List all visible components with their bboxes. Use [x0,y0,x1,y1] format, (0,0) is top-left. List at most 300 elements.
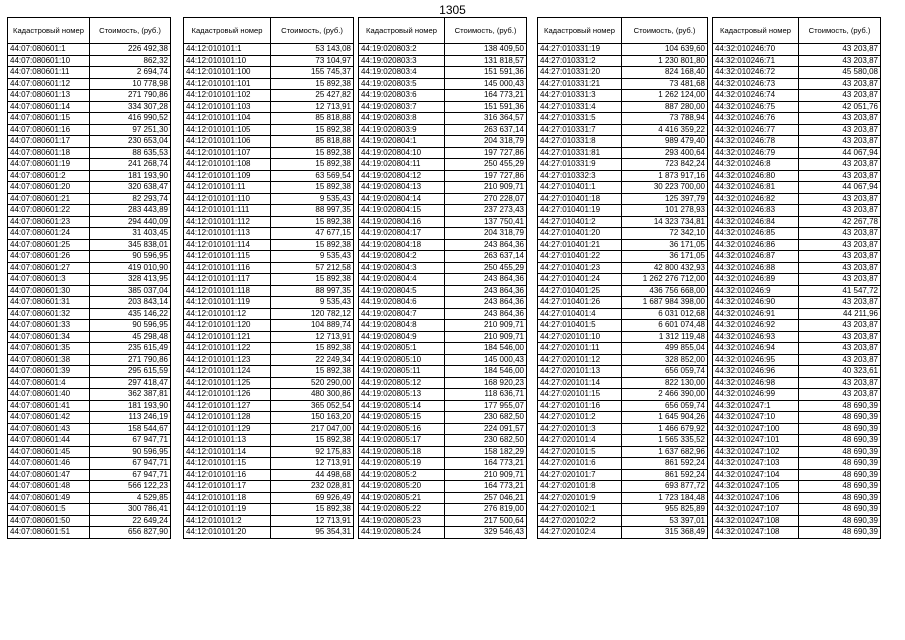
cadastral-number-cell: 44:07:080601:38 [8,354,90,366]
cadastral-number-cell: 44:12:010101:14 [184,446,271,458]
table-row [184,170,354,182]
value-cell: 43 203,87 [799,331,881,343]
cadastral-number-cell: 44:12:010101:119 [184,297,271,309]
value-cell: 125 397,79 [622,193,708,205]
value-cell: 276 819,00 [445,504,527,516]
value-cell: 42 800 432,93 [622,262,708,274]
cadastral-number-cell: 44:32:010247:108 [713,515,799,527]
cadastral-number-cell: 44:07:080601:5 [8,504,90,516]
cadastral-number-cell: 44:32:010246:71 [713,55,799,67]
value-cell: 2 694,74 [90,67,171,79]
table-row [184,377,354,389]
cadastral-number-cell: 44:07:080601:17 [8,136,90,148]
value-cell: 416 990,52 [90,113,171,125]
table-row [8,101,171,113]
table-row [184,481,354,493]
table-row [713,147,881,159]
value-cell: 164 773,21 [445,90,527,102]
table-row [184,320,354,332]
value-cell: 203 843,14 [90,297,171,309]
cadastral-number-cell: 44:07:080601:21 [8,193,90,205]
table-row [359,159,527,171]
table-row [713,492,881,504]
table-row [8,159,171,171]
value-cell: 48 690,39 [799,435,881,447]
table-row [538,515,708,527]
value-cell: 328 413,95 [90,274,171,286]
table-row [8,55,171,67]
cadastral-number-cell: 44:12:010101:107 [184,147,271,159]
cadastral-number-cell: 44:27:020101:5 [538,446,622,458]
cadastral-number-cell: 44:27:020102:4 [538,527,622,539]
value-cell: 345 838,01 [90,239,171,251]
cadastral-number-cell: 44:12:010101:120 [184,320,271,332]
value-cell: 63 569,54 [271,170,354,182]
cadastral-number-cell: 44:32:010246:81 [713,182,799,194]
table-row [359,423,527,435]
table-row [359,320,527,332]
value-cell: 243 864,36 [445,285,527,297]
value-cell: 824 168,40 [622,67,708,79]
value-cell: 151 591,36 [445,101,527,113]
table-row [359,435,527,447]
table-row [538,481,708,493]
cadastral-number-cell: 44:12:010101:126 [184,389,271,401]
table-row [538,308,708,320]
table-row [713,331,881,343]
cadastral-table-5 [712,17,881,539]
table-row [538,320,708,332]
value-cell: 12 713,91 [271,458,354,470]
cadastral-number-cell: 44:07:080601:27 [8,262,90,274]
table-row [8,285,171,297]
cadastral-number-cell: 44:32:010246:86 [713,239,799,251]
table-row [713,216,881,228]
value-cell: 243 864,36 [445,239,527,251]
table-row [359,205,527,217]
cadastral-number-cell: 44:27:010331:3 [538,90,622,102]
cadastral-number-cell: 44:32:010247:1 [713,400,799,412]
table-row [359,377,527,389]
cadastral-number-cell: 44:27:010401:4 [538,308,622,320]
value-cell: 43 203,87 [799,262,881,274]
table-row [713,205,881,217]
header-cadastral-number: Кадастровый номер [184,18,271,44]
value-cell: 48 690,39 [799,515,881,527]
table-row [359,228,527,240]
value-cell: 43 203,87 [799,251,881,263]
cadastral-number-cell: 44:19:020803:2 [359,44,445,56]
value-cell: 113 246,19 [90,412,171,424]
cadastral-number-cell: 44:12:010101:111 [184,205,271,217]
value-cell: 861 592,24 [622,469,708,481]
cadastral-number-cell: 44:27:020101:12 [538,354,622,366]
cadastral-number-cell: 44:19:020805:19 [359,458,445,470]
value-cell: 151 591,36 [445,67,527,79]
table-row [184,205,354,217]
cadastral-number-cell: 44:12:010101:113 [184,228,271,240]
table-row [538,159,708,171]
cadastral-number-cell: 44:32:010247:104 [713,469,799,481]
value-cell: 6 601 074,48 [622,320,708,332]
cadastral-table-4 [537,17,708,539]
table-row [8,262,171,274]
cadastral-number-cell: 44:07:080601:48 [8,481,90,493]
cadastral-table-2 [183,17,354,539]
value-cell: 435 146,22 [90,308,171,320]
header-cadastral-number: Кадастровый номер [713,18,799,44]
cadastral-number-cell: 44:07:080601:45 [8,446,90,458]
table-row [8,527,171,539]
table-row [184,262,354,274]
table-row [8,308,171,320]
value-cell: 41 547,72 [799,285,881,297]
table-row [538,44,708,56]
table-row [184,515,354,527]
value-cell: 15 892,38 [271,366,354,378]
table-row [359,239,527,251]
table-row [713,377,881,389]
cadastral-number-cell: 44:27:010401:18 [538,193,622,205]
cadastral-number-cell: 44:27:010331:21 [538,78,622,90]
value-cell: 15 892,38 [271,159,354,171]
cadastral-number-cell: 44:12:010101:100 [184,67,271,79]
table-row [538,285,708,297]
value-cell: 6 031 012,68 [622,308,708,320]
value-cell: 230 682,50 [445,412,527,424]
value-cell: 887 280,00 [622,101,708,113]
value-cell: 48 690,39 [799,469,881,481]
cadastral-number-cell: 44:27:020101:2 [538,412,622,424]
value-cell: 48 690,39 [799,527,881,539]
cadastral-number-cell: 44:07:080601:51 [8,527,90,539]
cadastral-number-cell: 44:32:010246:96 [713,366,799,378]
table-row [538,354,708,366]
table-row [8,90,171,102]
cadastral-number-cell: 44:19:020804:14 [359,193,445,205]
cadastral-number-cell: 44:07:080601:2 [8,170,90,182]
value-cell: 43 203,87 [799,113,881,125]
table-row [713,113,881,125]
value-cell: 43 203,87 [799,297,881,309]
table-row [538,423,708,435]
cadastral-number-cell: 44:19:020804:10 [359,147,445,159]
cadastral-number-cell: 44:32:010246:87 [713,251,799,263]
table-row [8,274,171,286]
value-cell: 92 175,83 [271,446,354,458]
cadastral-number-cell: 44:19:020804:13 [359,182,445,194]
table-row [359,504,527,516]
header-value: Стоимость, (руб.) [90,18,171,44]
value-cell: 15 892,38 [271,216,354,228]
cadastral-number-cell: 44:12:010101:103 [184,101,271,113]
value-cell: 224 091,57 [445,423,527,435]
table-row [538,343,708,355]
table-row [184,297,354,309]
table-row [359,124,527,136]
table-row [538,458,708,470]
cadastral-number-cell: 44:12:010101:122 [184,343,271,355]
table-row [713,251,881,263]
table-row [538,446,708,458]
cadastral-number-cell: 44:07:080601:35 [8,343,90,355]
cadastral-number-cell: 44:07:080601:13 [8,90,90,102]
value-cell: 181 193,90 [90,400,171,412]
cadastral-number-cell: 44:07:080601:20 [8,182,90,194]
cadastral-number-cell: 44:19:020804:17 [359,228,445,240]
table-row [359,400,527,412]
table-row [538,147,708,159]
value-cell: 217 500,64 [445,515,527,527]
value-cell: 4 529,85 [90,492,171,504]
cadastral-number-cell: 44:07:080601:42 [8,412,90,424]
value-cell: 48 690,39 [799,492,881,504]
table-row [184,101,354,113]
cadastral-number-cell: 44:27:020101:9 [538,492,622,504]
cadastral-number-cell: 44:12:010101:109 [184,170,271,182]
table-row [713,285,881,297]
value-cell: 43 203,87 [799,205,881,217]
value-cell: 31 403,45 [90,228,171,240]
value-cell: 48 690,39 [799,458,881,470]
cadastral-number-cell: 44:12:010101:125 [184,377,271,389]
value-cell: 15 892,38 [271,343,354,355]
value-cell: 104 889,74 [271,320,354,332]
table-row [538,504,708,516]
table-row [538,366,708,378]
cadastral-number-cell: 44:19:020803:3 [359,55,445,67]
cadastral-number-cell: 44:32:010246:93 [713,331,799,343]
table-row [359,308,527,320]
table-row [713,469,881,481]
value-cell: 9 535,43 [271,193,354,205]
table-row [184,251,354,263]
value-cell: 42 051,76 [799,101,881,113]
cadastral-number-cell: 44:27:010401:5 [538,320,622,332]
cadastral-number-cell: 44:12:010101:124 [184,366,271,378]
cadastral-number-cell: 44:07:080601:44 [8,435,90,447]
table-row [359,251,527,263]
value-cell: 43 203,87 [799,228,881,240]
table-row [184,504,354,516]
table-row [8,504,171,516]
table-row [8,343,171,355]
table-row [184,182,354,194]
value-cell: 1 565 335,52 [622,435,708,447]
value-cell: 95 354,31 [271,527,354,539]
value-cell: 73 104,97 [271,55,354,67]
cadastral-number-cell: 44:07:080601:40 [8,389,90,401]
table-row [8,228,171,240]
cadastral-table-3 [358,17,527,539]
cadastral-number-cell: 44:19:020804:8 [359,320,445,332]
cadastral-number-cell: 44:32:010246:73 [713,78,799,90]
table-row [184,239,354,251]
table-row [184,67,354,79]
cadastral-number-cell: 44:19:020804:12 [359,170,445,182]
cadastral-number-cell: 44:07:080601:18 [8,147,90,159]
cadastral-number-cell: 44:27:010331:7 [538,124,622,136]
table-row [8,354,171,366]
value-cell: 43 203,87 [799,78,881,90]
value-cell: 12 713,91 [271,515,354,527]
value-cell: 250 455,29 [445,159,527,171]
value-cell: 1 873 917,16 [622,170,708,182]
table-row [538,182,708,194]
table-row [538,331,708,343]
table-row [713,159,881,171]
value-cell: 145 000,43 [445,354,527,366]
value-cell: 237 273,43 [445,205,527,217]
cadastral-number-cell: 44:27:020101:16 [538,400,622,412]
value-cell: 520 290,00 [271,377,354,389]
cadastral-number-cell: 44:07:080601:26 [8,251,90,263]
cadastral-number-cell: 44:19:020805:21 [359,492,445,504]
cadastral-number-cell: 44:07:080601:23 [8,216,90,228]
value-cell: 43 203,87 [799,124,881,136]
table-row [713,400,881,412]
value-cell: 43 203,87 [799,55,881,67]
cadastral-number-cell: 44:12:010101:129 [184,423,271,435]
cadastral-number-cell: 44:19:020804:1 [359,136,445,148]
value-cell: 150 163,20 [271,412,354,424]
value-cell: 656 059,74 [622,400,708,412]
value-cell: 184 546,00 [445,366,527,378]
value-cell: 294 440,09 [90,216,171,228]
value-cell: 43 203,87 [799,354,881,366]
value-cell: 362 387,81 [90,389,171,401]
cadastral-number-cell: 44:12:010101:16 [184,469,271,481]
cadastral-number-cell: 44:27:010401:25 [538,285,622,297]
cadastral-number-cell: 44:32:010246:88 [713,262,799,274]
cadastral-number-cell: 44:12:010101:127 [184,400,271,412]
table-row [8,216,171,228]
cadastral-number-cell: 44:12:010101:1 [184,44,271,56]
table-row [184,423,354,435]
value-cell: 36 171,05 [622,239,708,251]
table-row [713,366,881,378]
value-cell: 15 892,38 [271,504,354,516]
cadastral-number-cell: 44:27:020101:14 [538,377,622,389]
table-row [713,320,881,332]
table-row [713,446,881,458]
cadastral-number-cell: 44:12:010101:101 [184,78,271,90]
cadastral-number-cell: 44:27:010331:2 [538,55,622,67]
value-cell: 88 635,53 [90,147,171,159]
value-cell: 9 535,43 [271,297,354,309]
cadastral-number-cell: 44:27:020101:7 [538,469,622,481]
table-row [184,124,354,136]
table-row [538,78,708,90]
table-row [359,389,527,401]
cadastral-number-cell: 44:19:020803:7 [359,101,445,113]
table-row [713,193,881,205]
table-row [184,366,354,378]
cadastral-number-cell: 44:12:010101:104 [184,113,271,125]
cadastral-number-cell: 44:19:020803:9 [359,124,445,136]
cadastral-number-cell: 44:32:010247:108 [713,527,799,539]
cadastral-number-cell: 44:19:020804:7 [359,308,445,320]
table-row [8,297,171,309]
value-cell: 15 892,38 [271,274,354,286]
value-cell: 43 203,87 [799,193,881,205]
table-row [8,193,171,205]
cadastral-number-cell: 44:19:020805:13 [359,389,445,401]
value-cell: 12 713,91 [271,101,354,113]
cadastral-number-cell: 44:12:010101:10 [184,55,271,67]
cadastral-number-cell: 44:32:010246:89 [713,274,799,286]
cadastral-number-cell: 44:19:020804:18 [359,239,445,251]
value-cell: 48 690,39 [799,446,881,458]
table-row [184,527,354,539]
value-cell: 419 010,90 [90,262,171,274]
cadastral-number-cell: 44:12:010101:116 [184,262,271,274]
table-row [713,515,881,527]
table-row [359,136,527,148]
table-row [713,412,881,424]
cadastral-number-cell: 44:07:080601:50 [8,515,90,527]
cadastral-number-cell: 44:32:010246:9 [713,285,799,297]
value-cell: 45 580,08 [799,67,881,79]
value-cell: 44 067,94 [799,147,881,159]
value-cell: 45 298,48 [90,331,171,343]
value-cell: 300 786,41 [90,504,171,516]
cadastral-number-cell: 44:32:010247:101 [713,435,799,447]
table-row [184,469,354,481]
table-row [359,446,527,458]
table-row [538,274,708,286]
table-row [359,101,527,113]
table-row [359,343,527,355]
table-row [359,55,527,67]
cadastral-number-cell: 44:27:020101:10 [538,331,622,343]
cadastral-number-cell: 44:19:020805:18 [359,446,445,458]
value-cell: 499 855,04 [622,343,708,355]
cadastral-number-cell: 44:32:010246:8 [713,159,799,171]
table-row [8,239,171,251]
value-cell: 67 947,71 [90,435,171,447]
value-cell: 283 443,89 [90,205,171,217]
value-cell: 168 920,23 [445,377,527,389]
table-row [538,297,708,309]
value-cell: 158 182,29 [445,446,527,458]
value-cell: 862,32 [90,55,171,67]
value-cell: 1 230 801,80 [622,55,708,67]
value-cell: 1 312 119,48 [622,331,708,343]
cadastral-number-cell: 44:27:020101:4 [538,435,622,447]
cadastral-number-cell: 44:07:080601:24 [8,228,90,240]
cadastral-number-cell: 44:12:010101:110 [184,193,271,205]
table-row [713,504,881,516]
table-row [538,469,708,481]
table-row [184,343,354,355]
cadastral-number-cell: 44:32:010246:90 [713,297,799,309]
cadastral-number-cell: 44:19:020805:22 [359,504,445,516]
cadastral-number-cell: 44:27:020101:11 [538,343,622,355]
cadastral-number-cell: 44:12:010101:13 [184,435,271,447]
cadastral-number-cell: 44:19:020805:2 [359,469,445,481]
cadastral-number-cell: 44:27:010331:20 [538,67,622,79]
value-cell: 723 842,24 [622,159,708,171]
cadastral-number-cell: 44:27:020101:8 [538,481,622,493]
table-row [359,331,527,343]
cadastral-number-cell: 44:32:010247:103 [713,458,799,470]
table-row [184,331,354,343]
table-row [538,205,708,217]
table-row [184,354,354,366]
table-row [184,228,354,240]
cadastral-number-cell: 44:32:010247:10 [713,412,799,424]
